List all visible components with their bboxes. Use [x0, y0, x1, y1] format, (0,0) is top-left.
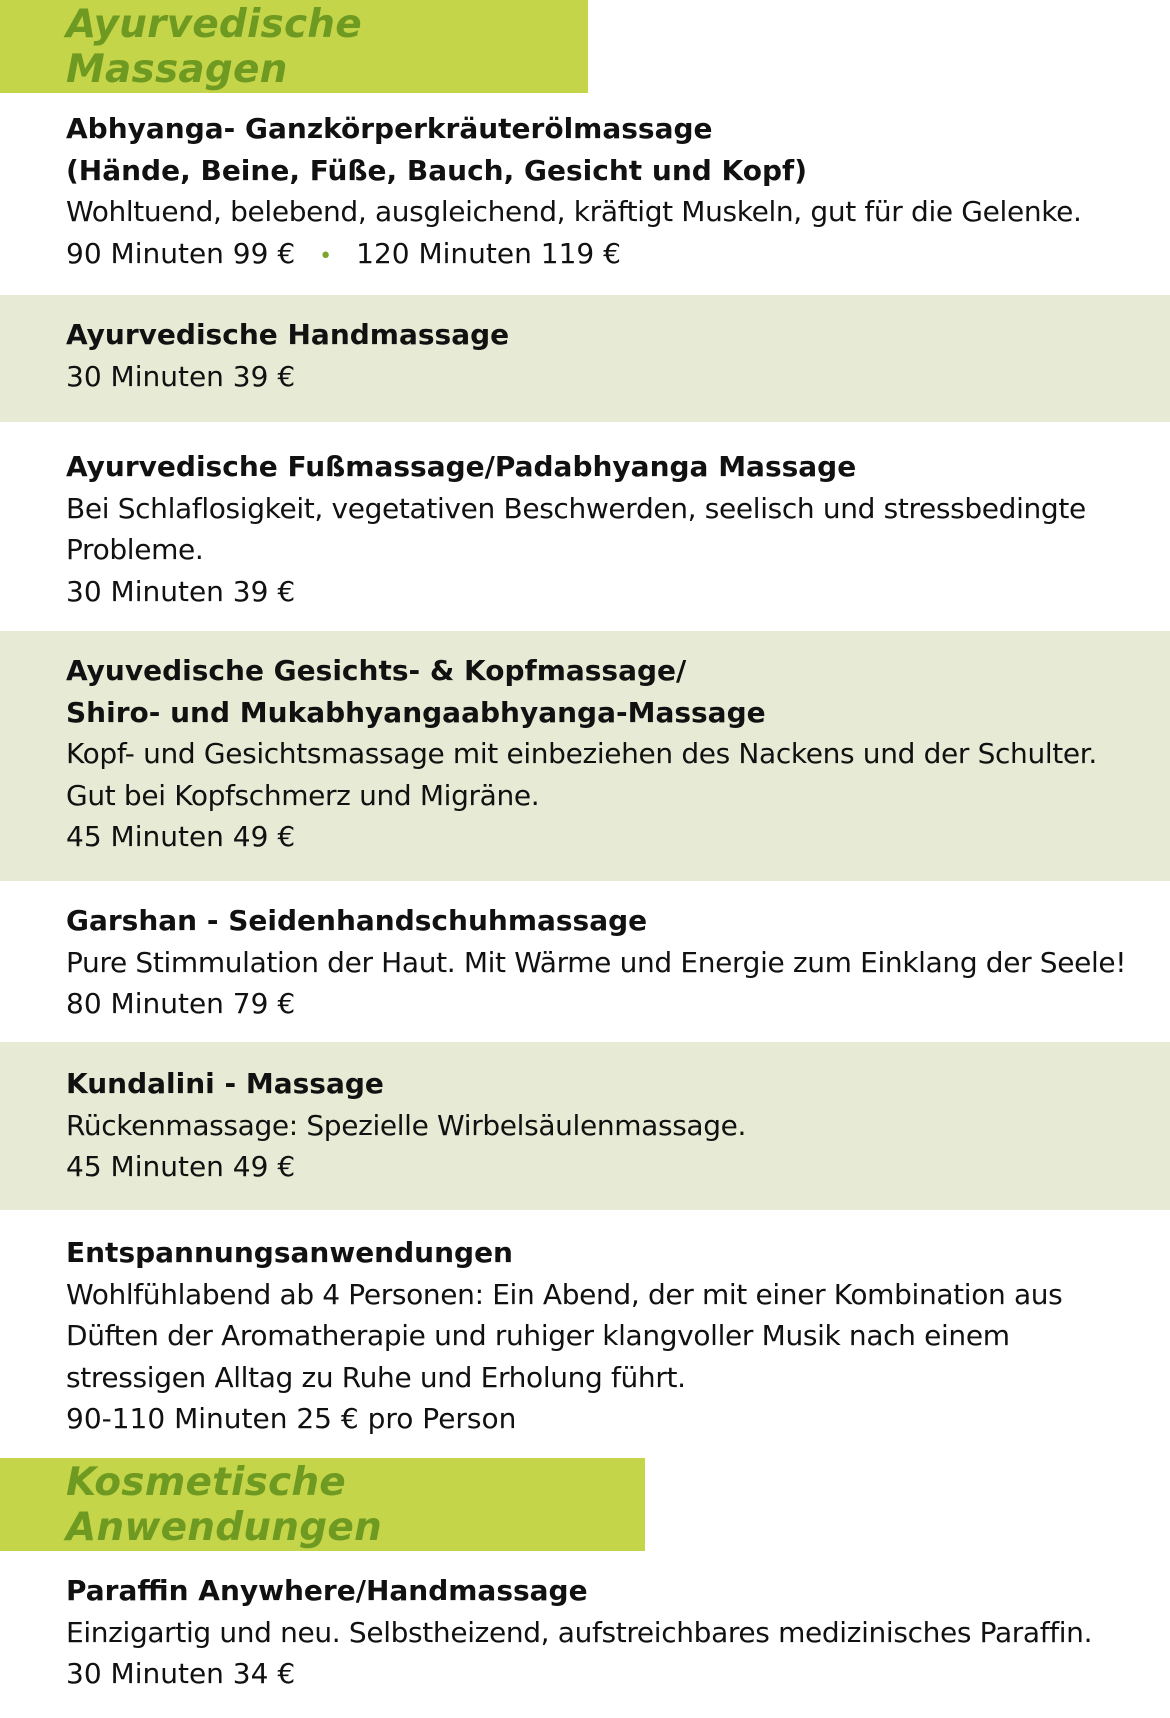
service-item-abhyanga: [0, 108, 1170, 294]
service-price: 80 Minuten 79 €: [66, 987, 296, 1020]
service-price: 30 Minuten 39 €: [66, 574, 296, 608]
service-title: Ayuvedische Gesichts- & Kopfmassage/: [66, 654, 687, 687]
service-item-fussmassage: [0, 422, 1170, 631]
service-price: [66, 233, 1170, 278]
section-header-ayurvedische-massagen: [0, 0, 588, 93]
service-price: 45 Minuten 49 €: [66, 820, 296, 853]
service-title: Paraffin Anywhere/Handmassage: [66, 1574, 588, 1607]
service-price: 45 Minuten 49 €: [66, 1150, 296, 1183]
service-description: Wohltuend, belebend, ausgleichend, kräftigt Muskeln, gut für die Gelenke.: [66, 195, 1082, 228]
service-title: Kundalini - Massage: [66, 1067, 384, 1100]
service-title: (Hände, Beine, Füße, Bauch, Gesicht und Kopf): [66, 153, 808, 187]
service-item-handmassage: [0, 295, 1170, 422]
service-item-paraffin: [0, 1551, 1170, 1711]
service-description: stressigen Alltag zu Ruhe und Erholung führt.: [66, 1360, 686, 1394]
service-item-garshan: [0, 881, 1170, 1042]
service-title: Entspannungsanwendungen: [66, 1236, 513, 1269]
section-header-kosmetische-anwendungen: [0, 1458, 645, 1551]
section-title: Ayurvedische Massagen: [66, 1, 362, 92]
service-description: Einzigartig und neu. Selbstheizend, aufstreichbares medizinisches Paraffin.: [66, 1615, 1093, 1649]
price-option-90: 90 Minuten 99 €: [66, 236, 296, 270]
service-price: 90-110 Minuten 25 € pro Person: [66, 1402, 517, 1435]
service-description: Pure Stimmulation der Haut. Mit Wärme und Energie zum Einklang der Seele!: [66, 945, 1127, 979]
service-title: Ayurvedische Fußmassage/Padabhyanga Massage: [66, 450, 857, 483]
service-description: Rückenmassage: Spezielle Wirbelsäulenmassage.: [66, 1108, 747, 1142]
service-description: Probleme.: [66, 533, 204, 566]
service-description: Düften der Aromatherapie und ruhiger klangvoller Musik nach einem: [66, 1319, 1010, 1352]
separator-dot-icon: •: [319, 243, 333, 269]
section-title: Kosmetische Anwendungen: [66, 1459, 382, 1550]
service-title: Shiro- und Mukabhyangaabhyanga-Massage: [66, 695, 766, 729]
service-description: Gut bei Kopfschmerz und Migräne.: [66, 778, 540, 812]
service-item-kundalini: [0, 1042, 1170, 1210]
service-title: Ayurvedische Handmassage: [66, 318, 510, 351]
service-title: Garshan - Seidenhandschuhmassage: [66, 904, 648, 937]
service-description: Wohlfühlabend ab 4 Personen: Ein Abend, der mit einer Kombination aus: [66, 1277, 1063, 1311]
price-option-120: 120 Minuten 119 €: [356, 236, 621, 270]
service-price: 30 Minuten 34 €: [66, 1657, 296, 1690]
service-description: Kopf- und Gesichtsmassage mit einbeziehen des Nackens und der Schulter.: [66, 737, 1097, 770]
service-item-entspannungsanwendungen: [0, 1210, 1170, 1458]
service-price: 30 Minuten 39 €: [66, 359, 296, 393]
service-description: Bei Schlaflosigkeit, vegetativen Beschwerden, seelisch und stressbedingte: [66, 491, 1086, 525]
service-item-gesichts-kopfmassage: [0, 631, 1170, 881]
service-title: Abhyanga- Ganzkörperkräuterölmassage: [66, 112, 713, 145]
